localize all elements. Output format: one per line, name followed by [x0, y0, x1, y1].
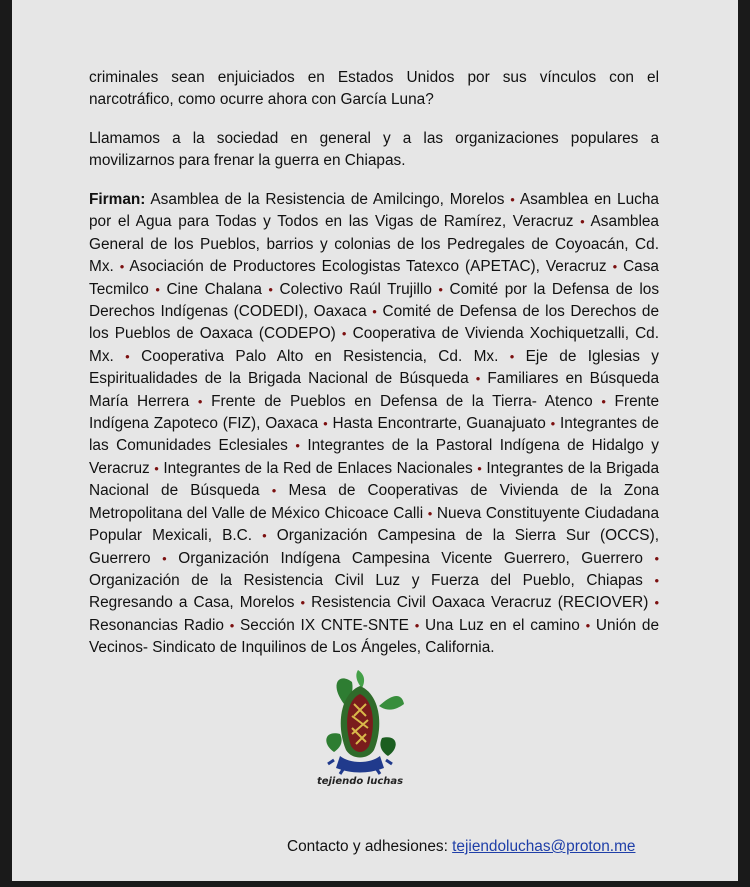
right-frame-border	[738, 0, 750, 887]
signatory-item: Integrantes de las Comunidades Eclesiales	[89, 415, 659, 455]
bullet-separator-icon: •	[323, 416, 328, 432]
bullet-separator-icon: •	[197, 393, 203, 409]
bullet-separator-icon: •	[654, 572, 660, 588]
signatory-item: Integrantes de la Brigada Nacional de Búsqueda	[89, 459, 660, 500]
signatory-item: Organización de la Resistencia Civil Luz y Fuerza del Pueblo, Chiapas	[89, 571, 643, 589]
signatories-list	[89, 189, 659, 660]
contact-line	[287, 838, 635, 856]
bullet-separator-icon: •	[271, 483, 277, 499]
document-page	[12, 0, 738, 881]
bullet-separator-icon: •	[341, 326, 347, 342]
signatory-item: Comité de Defensa de los Derechos de los Pueblos de Oaxaca (CODEPO)	[89, 303, 660, 343]
contact-label: Contacto y adhesiones:	[287, 838, 448, 855]
signatory-item: Comité por la Defensa de los Derechos Indígenas (CODEDI), Oaxaca	[89, 280, 660, 321]
contact-email-link[interactable]: tejiendoluchas@proton.me	[452, 838, 636, 855]
signatory-item: Una Luz en el camino	[425, 616, 580, 634]
bullet-separator-icon: •	[262, 528, 267, 544]
bullet-separator-icon: •	[414, 617, 420, 633]
bullet-separator-icon: •	[438, 281, 443, 297]
signatory-item: Asociación de Productores Ecologistas Tatexco (APETAC), Veracruz	[129, 258, 607, 276]
signatory-item: Cine Chalana	[166, 280, 262, 298]
left-frame-border	[0, 0, 12, 887]
bullet-separator-icon: •	[612, 259, 618, 275]
bullet-separator-icon: •	[580, 214, 585, 230]
bullet-separator-icon: •	[154, 460, 159, 476]
signatory-item: Organización Indígena Campesina Vicente Guerrero, Guerrero	[178, 549, 643, 567]
signatory-item: Frente de Pueblos en Defensa de la Tierra- Atenco	[211, 392, 593, 410]
logo-caption: tejiendo luchas	[316, 776, 404, 787]
bullet-separator-icon: •	[477, 460, 482, 476]
bullet-separator-icon: •	[372, 304, 377, 320]
signatories-items	[89, 191, 659, 656]
signatory-item: Nueva Constituyente Ciudadana Popular Mexicali, B.C.	[89, 504, 659, 545]
bullet-separator-icon: •	[475, 371, 481, 387]
signatory-item: Asamblea General de los Pueblos, barrios y colonias de los Pedregales de Coyoacán, Cd. Mx.	[89, 213, 659, 276]
bullet-separator-icon: •	[654, 595, 659, 611]
signatories-label: Firman:	[89, 191, 146, 208]
paragraph-call-to-action: Llamamos a la sociedad en general y a las organizaciones populares a movilizarnos para frenar la guerra en Chiapas.	[89, 130, 659, 170]
bullet-separator-icon: •	[427, 505, 433, 521]
signatory-item: Resistencia Civil Oaxaca Veracruz (RECIOVER)	[311, 594, 649, 612]
signatory-item: Resonancias Radio	[89, 616, 224, 634]
bullet-separator-icon: •	[162, 550, 167, 566]
signatory-item: Unión de Vecinos- Sindicato de Inquilinos de Los Ángeles, California.	[89, 616, 660, 657]
bullet-separator-icon: •	[601, 393, 606, 409]
signatory-item: Frente Indígena Zapoteco (FIZ), Oaxaca	[89, 392, 660, 433]
bullet-separator-icon: •	[654, 550, 660, 566]
bullet-separator-icon: •	[300, 595, 306, 611]
bullet-separator-icon: •	[268, 281, 273, 297]
bullet-separator-icon: •	[125, 348, 130, 364]
signatory-item: Sección IX CNTE-SNTE	[240, 616, 409, 634]
signatory-item: Colectivo Raúl Trujillo	[279, 280, 432, 298]
signatory-item: Integrantes de la Pastoral Indígena de Hidalgo y Veracruz	[89, 437, 660, 477]
signatory-item: Hasta Encontrarte, Guanajuato	[332, 415, 546, 433]
bullet-separator-icon: •	[585, 617, 591, 633]
signatory-item: Organización Campesina de la Sierra Sur (OCCS), Guerrero	[89, 527, 659, 567]
bullet-separator-icon: •	[119, 259, 125, 275]
signatory-item: Casa Tecmilco	[89, 258, 659, 298]
bullet-separator-icon: •	[510, 192, 515, 207]
signatory-item: Mesa de Cooperativas de Vivienda de la Zona Metropolitana del Valle de México Chicoace Calli	[89, 482, 660, 522]
paragraph-closing-question: criminales sean enjuiciados en Estados Unidos por sus vínculos con el narcotráfico, como ocurre ahora con García Luna?	[89, 69, 659, 109]
signatory-item: Regresando a Casa, Morelos	[89, 594, 295, 612]
bullet-separator-icon: •	[295, 438, 300, 454]
bullet-separator-icon: •	[550, 416, 556, 432]
corn-weaving-logo-icon	[304, 664, 416, 776]
signatory-item: Familiares en Búsqueda María Herrera	[89, 370, 659, 410]
signatory-item: Integrantes de la Red de Enlaces Nacionales	[163, 459, 473, 477]
signatory-item: Cooperativa Palo Alto en Resistencia, Cd. Mx.	[141, 347, 499, 365]
signatory-item: Cooperativa de Vivienda Xochiquetzalli, Cd. Mx.	[89, 325, 660, 365]
signatory-item: Asamblea de la Resistencia de Amilcingo, Morelos	[150, 191, 505, 208]
bullet-separator-icon: •	[155, 281, 160, 297]
bullet-separator-icon: •	[509, 348, 515, 364]
signatory-item: Eje de Iglesias y Espiritualidades de la Brigada Nacional de Búsqueda	[89, 347, 659, 388]
signatory-item: Asamblea en Lucha por el Agua para Todas y Todos en las Vigas de Ramírez, Veracruz	[89, 191, 659, 231]
tejiendo-luchas-logo	[304, 664, 416, 796]
bullet-separator-icon: •	[229, 617, 235, 633]
bottom-frame-border	[0, 881, 750, 887]
